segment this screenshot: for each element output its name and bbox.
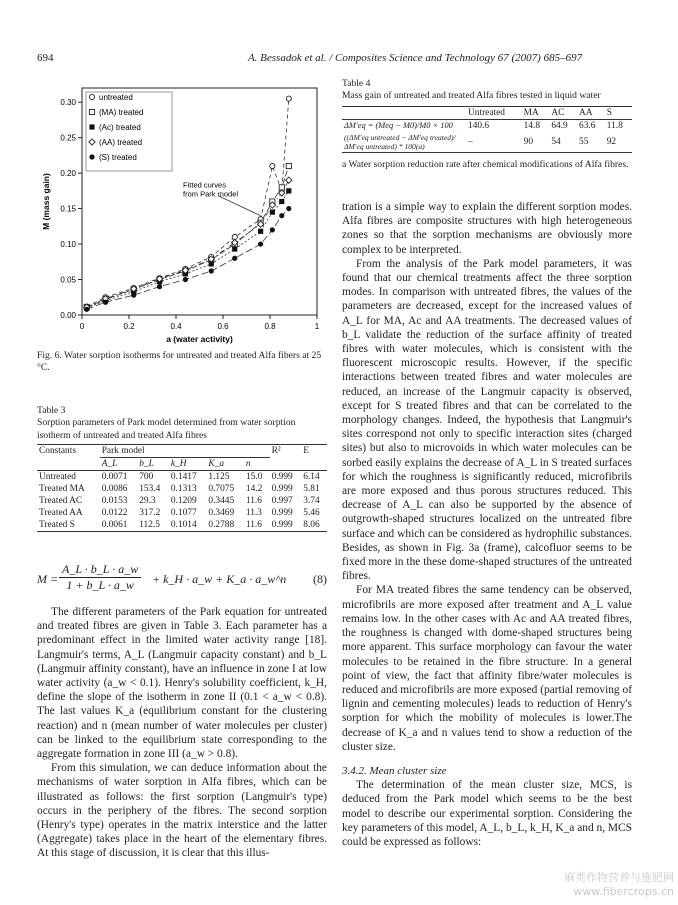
fitted-curves-annotation: from Park model bbox=[183, 189, 239, 199]
table-row bbox=[37, 507, 327, 519]
table-4-row-label: ((ΔM′eq untreated − ΔM′eq treated)/ΔM′eq untreated) * 100(a) bbox=[344, 132, 456, 151]
data-point bbox=[84, 307, 89, 312]
equation-lhs: M = bbox=[37, 572, 59, 586]
table-3-header-park: Park model bbox=[100, 445, 270, 458]
table-cell: 153.4 bbox=[139, 484, 161, 495]
sorption-isotherm-chart bbox=[37, 80, 332, 350]
y-tick-label: 0.15 bbox=[60, 204, 76, 214]
table-cell: 3.74 bbox=[303, 496, 320, 507]
table-4-cell: 14.8 bbox=[523, 120, 541, 131]
right-body-text bbox=[342, 200, 632, 849]
y-tick-label: 0.20 bbox=[60, 169, 76, 179]
data-point bbox=[209, 268, 214, 273]
data-point bbox=[131, 293, 136, 298]
table-row-label: Treated S bbox=[39, 520, 75, 531]
table-cell: 15.0 bbox=[245, 472, 263, 483]
table-4-header: Untreated bbox=[468, 107, 505, 118]
left-body-text bbox=[37, 605, 327, 861]
table-cell: 0.1077 bbox=[170, 508, 197, 519]
legend-marker bbox=[89, 124, 94, 129]
table-row-label: Treated AA bbox=[39, 508, 83, 519]
table-cell: 1.125 bbox=[208, 472, 230, 483]
table-3-subheader: k_H bbox=[170, 459, 187, 470]
table-row-label: Treated MA bbox=[39, 484, 85, 495]
table-cell: 0.999 bbox=[271, 472, 293, 483]
table-cell: 0.0086 bbox=[101, 484, 128, 495]
paragraph: The determination of the mean cluster size, MCS, is deduced from the Park model which seems to be the best model to describe our experimental sorption. Considering the key parameters of this model, A_L, b_L, k_H, K_a and n, MCS could be expressed as follows: bbox=[342, 779, 632, 848]
paragraph: From this simulation, we can deduce information about the mechanisms of water sorption in Alfa fibres, which can be illustrated as follows: the first sorption (Langmuir's type) occurs in the periphery of the fibres. The second sorption (Henry's type) operates in the matrix interstice and the latter (Aggregate) takes place in the heart of the elementary fibres. At this stage of discussion, it is clear that this illus- bbox=[37, 762, 327, 860]
equation-numerator: A_L · b_L · a_w bbox=[59, 562, 141, 578]
equation-fraction bbox=[59, 562, 141, 593]
table-3-label: Table 3 bbox=[37, 405, 66, 416]
data-point bbox=[232, 234, 237, 239]
table-cell: 0.1209 bbox=[170, 496, 197, 507]
legend-marker bbox=[89, 94, 94, 99]
data-point bbox=[270, 210, 275, 215]
table-cell: 11.6 bbox=[245, 496, 262, 507]
data-point bbox=[103, 300, 108, 305]
paragraph: The different parameters of the Park equation for untreated and treated fibres are given in Table 3. Each parameter has a predominant effect in the limited water activity range [18]. Langmuir's terms, A_L (Langmuir capacity constant) and b_L (Langmuir affinity constant), have an influence in zone I at low water activity (a_w < 0.1). Henry's solubility coefficient, k_H, define the slope of the isotherm in zone II (0.1 < a_w < 0.8). The last values K_a (equilibrium constant for the clustering reaction) and n (mean number of water molecules per cluster) can be linked to the equilibrium state corresponding to the aggregate formation in zone III (a_w > 0.8). bbox=[37, 606, 327, 761]
table-cell: 0.0061 bbox=[101, 520, 128, 531]
x-axis-label: a (water activity) bbox=[166, 334, 233, 344]
fitted-curves-annotation: Fitted curves bbox=[183, 180, 226, 190]
equation-denominator: 1 + b_L · a_w bbox=[66, 578, 134, 592]
x-tick-label: 1 bbox=[314, 322, 320, 331]
table-4-cell: 11.8 bbox=[606, 120, 623, 131]
y-tick-label: 0.25 bbox=[60, 133, 76, 143]
table-4-cell: 90 bbox=[523, 136, 533, 147]
data-point bbox=[286, 188, 291, 193]
y-tick-label: 0.00 bbox=[60, 311, 76, 320]
y-tick-label: 0.05 bbox=[60, 275, 76, 285]
table-3 bbox=[37, 405, 327, 532]
table-cell: 317.2 bbox=[139, 508, 161, 519]
data-point bbox=[279, 213, 284, 218]
table-4-grid bbox=[342, 106, 632, 153]
paragraph: For MA treated fibres the same tendency can be observed, microfibrils are more exposed after treatment and A_L value remains low. In the other cases with Ac and AA treated fibres, the roughness is changed with dome-shaped structures being more apparent. This surface morphology can favour the water molecules to be retained in the fibre structure. In a general point of view, the fact that affinity fibre/water molecules is reduced and microfibrils are more exposed (partial removing of lignin and cementing molecules) leads to reduction of Henry's sorption for which the mobility of molecules is lower.The decrease of K_a and n values tend to show a reduction of the cluster size. bbox=[342, 584, 632, 753]
table-4-cell: – bbox=[468, 136, 473, 147]
data-point bbox=[286, 96, 291, 101]
table-3-caption: Sorption parameters of Park model determined from water sorption isotherm of untreated and treated Alfa fibres bbox=[37, 417, 296, 441]
table-cell: 5.81 bbox=[303, 484, 320, 495]
table-4-cell: 55 bbox=[579, 136, 589, 147]
table-row-label: Treated AC bbox=[39, 496, 83, 507]
table-3-subheader: n bbox=[245, 459, 251, 470]
table-cell: 0.1417 bbox=[170, 472, 197, 483]
x-tick-label: 0.8 bbox=[264, 322, 276, 331]
table-row bbox=[37, 483, 327, 495]
table-cell: 0.2788 bbox=[208, 520, 235, 531]
table-4-row-label: ΔM′eq = (Meq − M0)/M0 × 100 bbox=[344, 121, 453, 131]
table-cell: 112.5 bbox=[139, 520, 160, 531]
table-4 bbox=[342, 78, 632, 171]
legend-entry: (S) treated bbox=[99, 153, 137, 162]
table-3-header-e: E bbox=[303, 446, 309, 457]
legend-entry: (Ac) treated bbox=[99, 123, 141, 132]
table-4-cell: 54 bbox=[551, 136, 561, 147]
table-cell: 11.6 bbox=[245, 520, 262, 531]
table-row bbox=[37, 471, 327, 484]
table-cell: 14.2 bbox=[245, 484, 263, 495]
table-cell: 6.14 bbox=[303, 472, 320, 483]
table-3-subheader: K_a bbox=[208, 459, 225, 470]
data-point bbox=[286, 177, 292, 183]
table-cell: 0.1313 bbox=[170, 484, 197, 495]
table-cell: 0.1014 bbox=[170, 520, 197, 531]
y-tick-label: 0.30 bbox=[60, 98, 76, 108]
data-point bbox=[286, 206, 291, 211]
watermark bbox=[564, 871, 674, 899]
table-4-header: AC bbox=[551, 107, 565, 118]
table-4-label: Table 4 bbox=[342, 78, 371, 89]
data-point bbox=[279, 199, 284, 204]
table-cell: 0.999 bbox=[271, 508, 293, 519]
y-axis-label: M (mass gain) bbox=[41, 173, 51, 230]
table-row bbox=[37, 519, 327, 532]
table-3-subheader: A_L bbox=[101, 459, 118, 470]
table-cell: 0.0153 bbox=[101, 496, 128, 507]
watermark-line: www.fibercrops.cn bbox=[573, 885, 674, 898]
table-cell: 5.46 bbox=[303, 508, 320, 519]
data-point bbox=[157, 284, 162, 289]
section-heading: 3.4.2. Mean cluster size bbox=[342, 764, 447, 777]
table-row bbox=[37, 495, 327, 507]
annotation-pointer bbox=[218, 196, 260, 216]
table-3-header-constants: Constants bbox=[39, 446, 76, 457]
table-4-header: AA bbox=[579, 107, 593, 118]
table-4-header bbox=[342, 106, 466, 119]
data-point bbox=[286, 163, 291, 168]
data-point bbox=[232, 246, 237, 251]
table-4-footnote: a Water sorption reduction rate after chemical modifications of Alfa fibres. bbox=[342, 158, 629, 170]
table-row-label: Untreated bbox=[39, 472, 76, 483]
watermark-line: 麻类作物营养与施肥网 bbox=[564, 871, 674, 884]
table-cell: 0.999 bbox=[271, 484, 293, 495]
table-3-grid bbox=[37, 444, 327, 532]
table-4-header: MA bbox=[523, 107, 539, 118]
equation-8 bbox=[37, 562, 327, 598]
table-3-header-r2: R² bbox=[271, 446, 281, 457]
x-tick-label: 0.4 bbox=[170, 322, 182, 331]
data-point bbox=[270, 227, 275, 232]
legend-entry: (AA) treated bbox=[99, 138, 143, 147]
page-number: 694 bbox=[37, 52, 54, 64]
data-point bbox=[279, 185, 284, 190]
legend-marker bbox=[89, 109, 94, 114]
table-cell: 0.997 bbox=[271, 496, 293, 507]
table-cell: 0.0071 bbox=[101, 472, 128, 483]
x-tick-label: 0.2 bbox=[123, 322, 135, 331]
figure-6-chart bbox=[37, 80, 332, 350]
table-cell: 0.999 bbox=[271, 520, 293, 531]
running-title: A. Bessadok et al. / Composites Science and Technology 67 (2007) 685–697 bbox=[247, 52, 583, 64]
legend-marker bbox=[89, 154, 94, 159]
table-cell: 0.3445 bbox=[208, 496, 235, 507]
fitted-curve bbox=[87, 191, 289, 308]
paragraph: From the analysis of the Park model parameters, it was found that our chemical treatments affect the three sorption modes. In comparison with untreated fibres, the values of the parameters are decreased, except for the increased values of A_L for MA, Ac and AA treatments. The decreased values of b_L validate the reduction of the surface affinity of treated fibres with water molecules, which is consistent with the fluorescent microscopic results. However, if the specific interactions between treated fibres and water molecules are reduced, an increase of the Langmuir capacity is observed, except for S treated fibres and that can be correlated to the morphology changes. Indeed, the hypothesis that Langmuir's sites correspond not only to specific interaction sites (charged sites) but also to microvoids in which water molecules can be sorbed easily explains the decrease of A_L in S treated surfaces for which the roughness is significantly reduced, microfibrils are more exposed and thus porous structures reduced. This decrease of A_L can also be supported by the absence of outgrowth-shaped structures localized on the untreated fibre surface and which can be considered as hydrophilic substances. Besides, as shown in Fig. 3a (frame), calcofluor seems to be fixed more in the these dome-shaped structures of the untreated fibres. bbox=[342, 257, 632, 583]
table-4-header: S bbox=[606, 107, 612, 118]
table-3-subheader: b_L bbox=[139, 459, 154, 470]
equation-number: (8) bbox=[313, 572, 327, 586]
table-cell: 0.0122 bbox=[101, 508, 128, 519]
table-cell: 11.3 bbox=[245, 508, 262, 519]
legend-entry: (MA) treated bbox=[99, 108, 144, 117]
table-4-cell: 92 bbox=[606, 136, 617, 147]
data-point bbox=[258, 241, 263, 246]
y-tick-label: 0.10 bbox=[60, 240, 76, 250]
x-tick-label: 0.6 bbox=[217, 322, 229, 331]
table-cell: 8.06 bbox=[303, 520, 320, 531]
equation-rest: + k_H · a_w + K_a · a_w^n bbox=[152, 572, 287, 586]
data-point bbox=[232, 256, 237, 261]
table-4-cell: 64.9 bbox=[551, 120, 568, 131]
table-cell: 0.3469 bbox=[208, 508, 235, 519]
table-4-cell: 63.6 bbox=[579, 120, 596, 131]
paragraph: tration is a simple way to explain the different sorption modes. Alfa fibres are composite structures with high heterogeneous zones so that the sorption mechanisms are obviously more complex to be interpreted. bbox=[342, 201, 632, 256]
figure-6-caption: Fig. 6. Water sorption isotherms for untreated and treated Alfa fibers at 25 °C. bbox=[37, 350, 322, 374]
table-4-cell: 140.6 bbox=[468, 120, 490, 131]
x-tick-label: 0 bbox=[79, 322, 85, 331]
data-point bbox=[270, 163, 275, 168]
data-point bbox=[258, 229, 263, 234]
table-4-caption: Mass gain of untreated and treated Alfa fibres tested in liquid water bbox=[342, 90, 601, 102]
table-cell: 0.7075 bbox=[208, 484, 235, 495]
table-cell: 700 bbox=[139, 472, 154, 483]
table-cell: 29.3 bbox=[139, 496, 156, 507]
data-point bbox=[183, 277, 188, 282]
legend-entry: untreated bbox=[99, 93, 133, 102]
